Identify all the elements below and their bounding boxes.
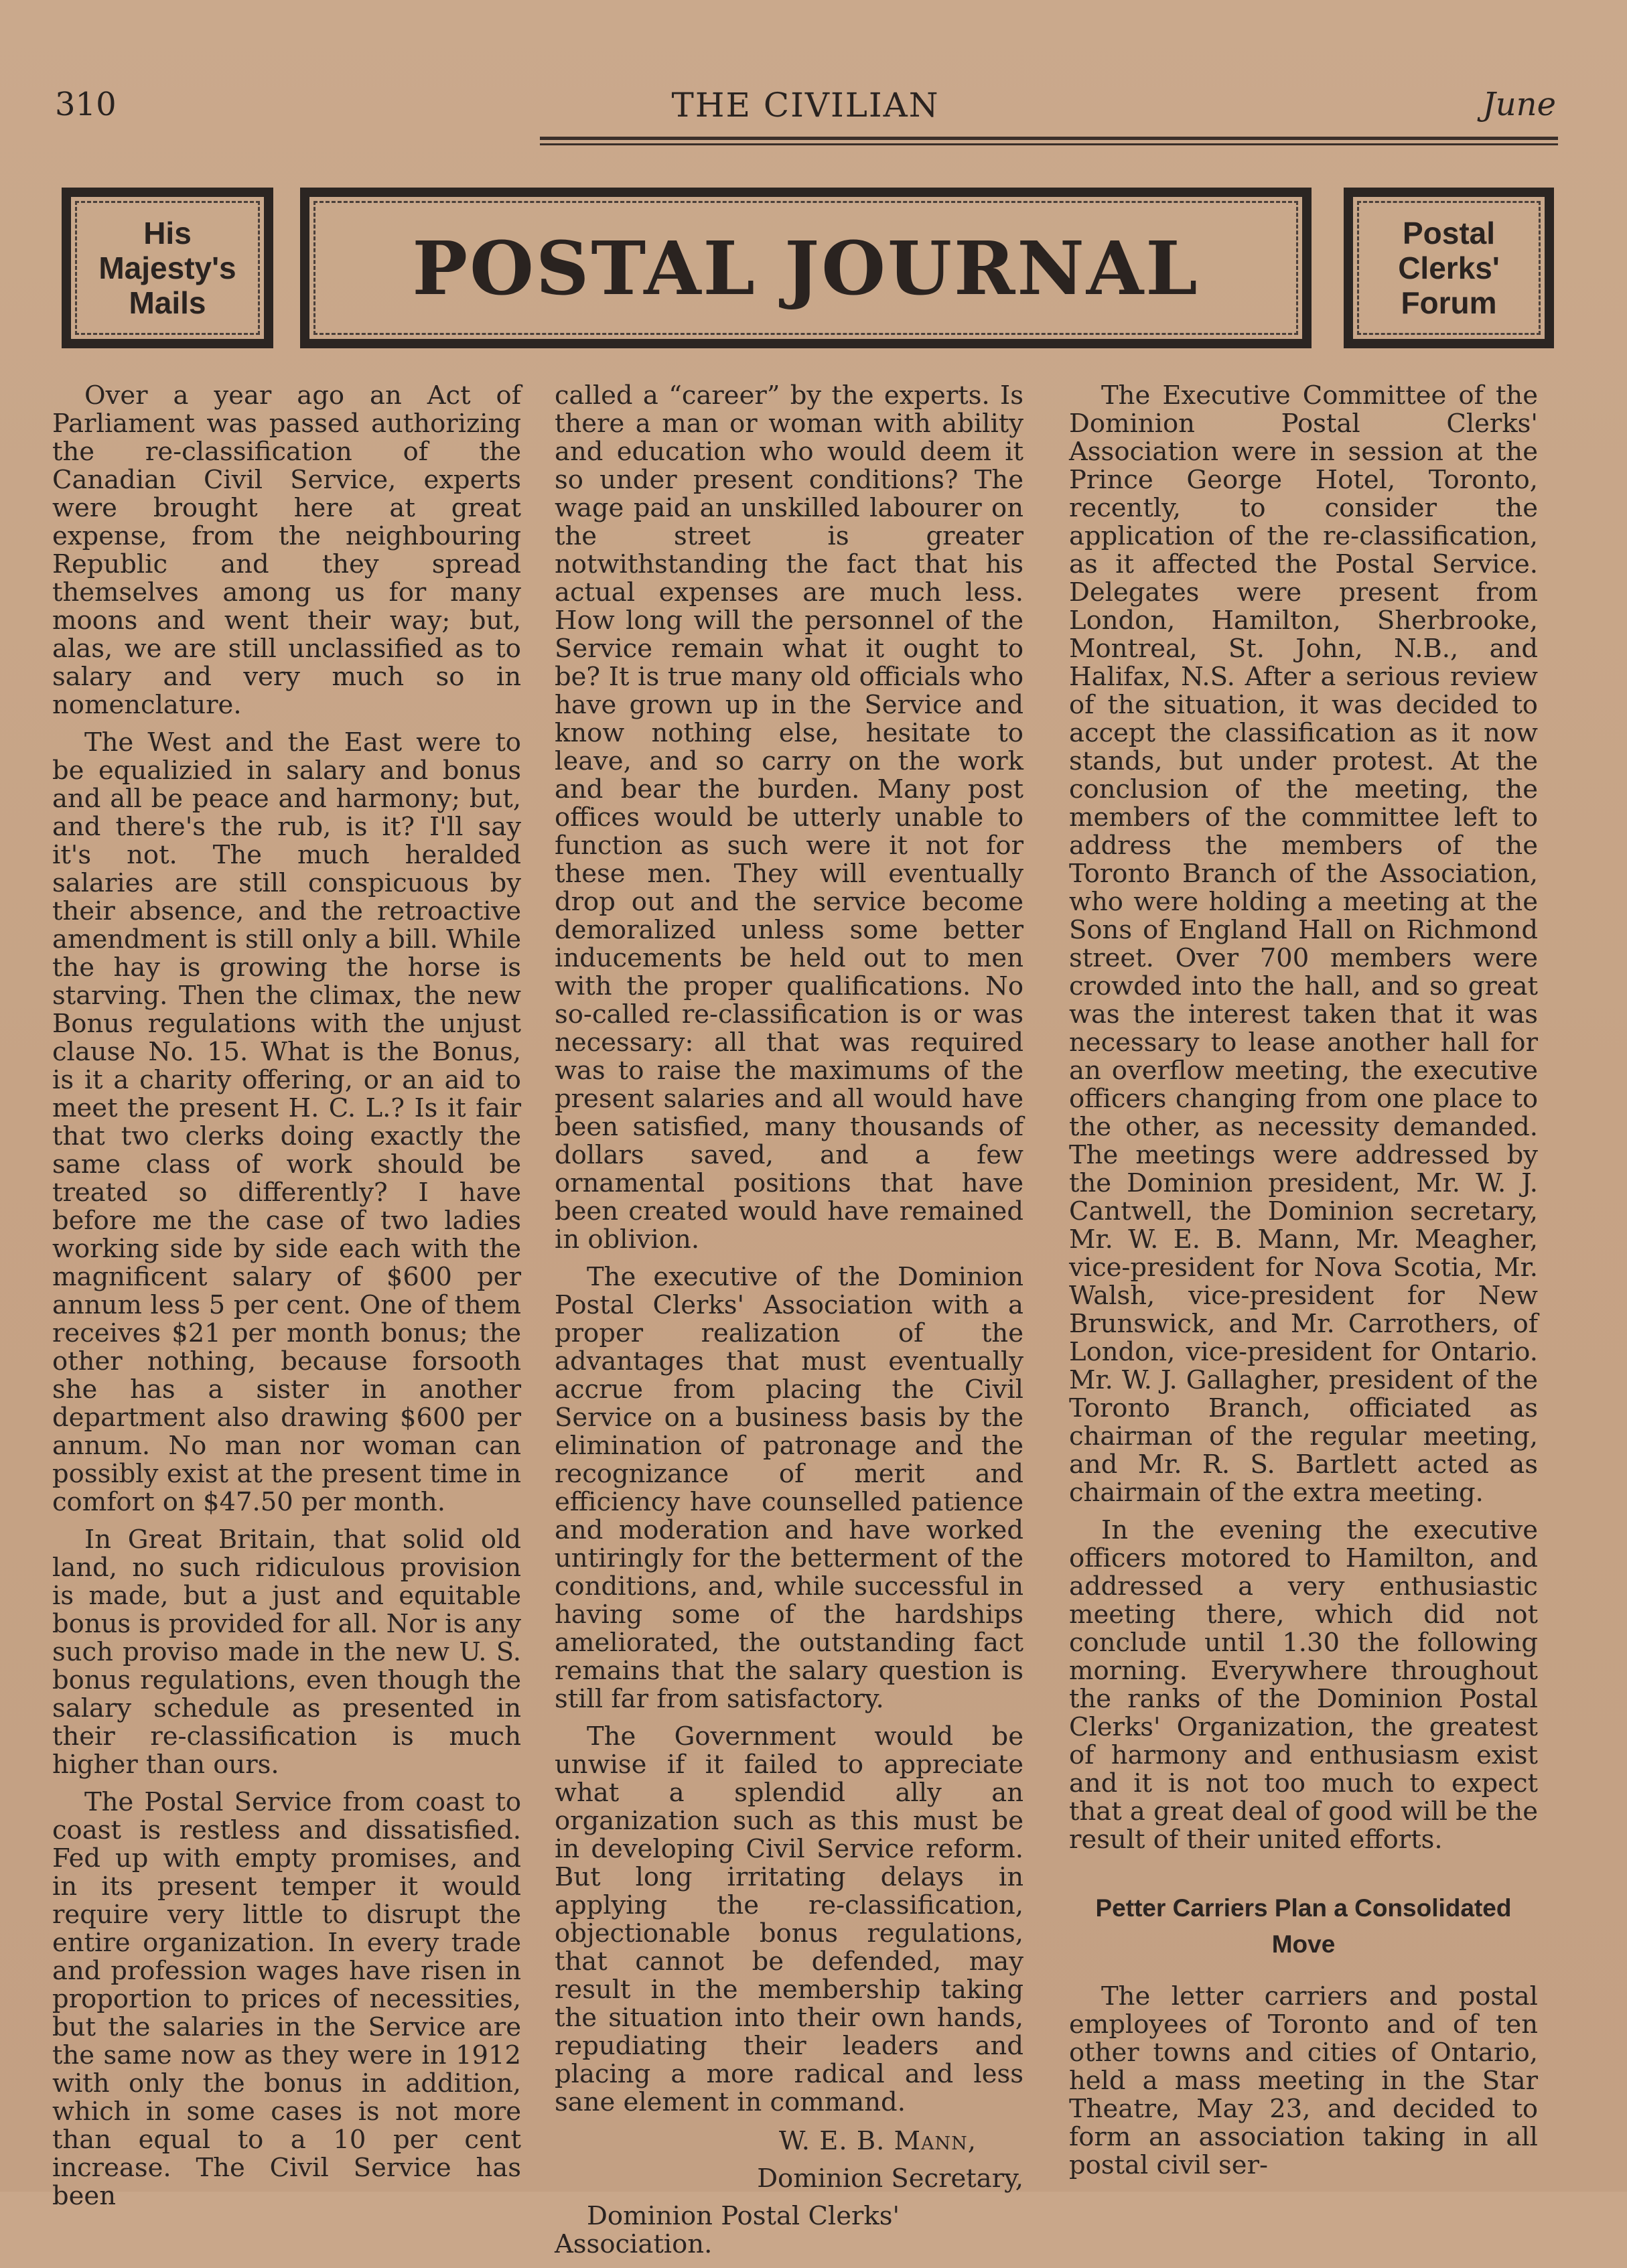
signature-name: W. E. B. Mann, <box>778 2126 977 2156</box>
section-title: POSTAL JOURNAL <box>412 224 1200 311</box>
running-head <box>55 86 1556 133</box>
header-rule <box>540 137 1558 140</box>
signature-block <box>555 2127 1023 2259</box>
paragraph: The Government would be unwise if it failed to appreciate what a splendid ally an organization such as this must be in developing Civil Service reform. But long irritating delays in applying the re-classification, objectionable bonus regulations, that cannot be defended, may result in the membership taking the situation into their own hands, repudiating their leaders and placing a more radical and less sane element in command. <box>555 1721 1023 2117</box>
paragraph: In the evening the executive officers motored to Hamilton, and addressed a very enthusiastic meeting there, which did not conclude until 1.30 the following morning. Everywhere throughout the ranks of the Dominion Postal Clerks' Organization, the greatest of harmony and enthusiasm exist and it is not too much to expect that a great deal of good will be the result of their united efforts. <box>1069 1515 1538 1855</box>
banner-left-box <box>62 188 273 348</box>
banner-title-box <box>300 188 1312 348</box>
journal-title: THE CIVILIAN <box>671 86 940 125</box>
article-column-1 <box>52 382 521 2220</box>
paragraph: called a “career” by the experts. Is there a man or woman with ability and education who would deem it so under present conditions? The wage paid an unskilled labourer on the street is greater notwithstanding the fact that his actual expenses are much less. How long will the personnel of the Service remain what it ought to be? It is true many old officials who have grown up in the Service and know nothing else, hesitate to leave, and so carry on the work and bear the burden. Many post offices would be utterly unable to function as such were it not for these men. They will eventually drop out and the service become demoralized unless some better inducements be held out to men with the proper qualifications. No so-called re-classification is or was necessary: all that was required was to raise the maximums of the present salaries and all would have been satisfied, many thousands of dollars saved, and a few ornamental positions that have been created would have remained in oblivion. <box>555 380 1023 1255</box>
banner-right-box <box>1344 188 1554 348</box>
header-rule <box>540 143 1558 145</box>
paragraph: The executive of the Dominion Postal Clerks' Association with a proper realization of the advantages that must eventually accrue from placing the Civil Service on a business basis by the elimination of patronage and the recognizance of merit and efficiency have counselled patience and moderation and have worked untiringly for the betterment of the conditions, and, while successful in having some of the hardships ameliorated, the outstanding fact remains that the salary question is still far from satisfactory. <box>555 1262 1023 1714</box>
paragraph: The West and the East were to be equalizied in salary and bonus and all be peace and harmony; but, and there's the rub, is it? I'll say it's not. The much heralded salaries are still conspicuous by their absence, and the retroactive amendment is still only a bill. While the hay is growing the horse is starving. Then the climax, the new Bonus regulations with the unjust clause No. 15. What is the Bonus, is it a charity offering, or an aid to meet the present H. C. L.? Is it fair that two clerks doing exactly the same class of work should be treated so differently? I have before me the case of two ladies working side by side each with the magnificent salary of $600 per annum less 5 per cent. One of them receives $21 per month bonus; the other nothing, because forsooth she has a sister in another department also drawing $600 per annum. No man nor woman can possibly exist at the present time in comfort on $47.50 per month. <box>52 727 521 1517</box>
paragraph: In Great Britain, that solid old land, no such ridiculous provision is made, but a just and equitable bonus is provided for all. Nor is any such proviso made in the new U. S. bonus regulations, even though the salary schedule as presented in their re-classification is much higher than ours. <box>52 1525 521 1780</box>
signature-organization: Dominion Postal Clerks' Association. <box>555 2201 900 2259</box>
paragraph: The Executive Committee of the Dominion Postal Clerks' Association were in session at the Prince George Hotel, Toronto, recently, to consider the application of the re-classification, as it affected the Postal Service. Delegates were present from London, Hamilton, Sherbrooke, Montreal, St. John, N.B., and Halifax, N.S. After a serious review of the situation, it was decided to accept the classification as it now stands, but under protest. At the conclusion of the meeting, the members of the committee left to address the members of the Toronto Branch of the Association, who were holding a meeting at the Sons of England Hall on Richmond street. Over 700 members were crowded into the hall, and so great was the interest taken that it was necessary to lease another hall for an overflow meeting, the executive officers changing from one place to the other, as necessity demanded. The meetings were addressed by the Dominion president, Mr. W. J. Cantwell, the Dominion secretary, Mr. W. E. B. Mann, Mr. Meagher, vice-president for Nova Scotia, Mr. Walsh, vice-president for New Brunswick, and Mr. Carrothers, of London, vice-president for Ontario. Mr. W. J. Gallagher, president of the Toronto Branch, officiated as chairman of the regular meeting, and Mr. R. S. Bartlett acted as chairmain of the extra meeting. <box>1069 380 1538 1508</box>
banner-left-label: His Majesty's Mails <box>98 216 236 320</box>
issue-month: June <box>1482 86 1556 123</box>
paragraph: Over a year ago an Act of Parliament was passed authorizing the re-classification of the Canadian Civil Service, experts were brought here at great expense, from the neighbouring Republic and they spread themselves among us for many moons and went their way; but, alas, we are still unclassified as to salary and very much so in nomenclature. <box>52 380 521 720</box>
subheading: Petter Carriers Plan a Consolidated Move <box>1095 1894 1512 1958</box>
paragraph: The letter carriers and postal employees of Toronto and of ten other towns and cities of Ontario, held a mass meeting in the Star Theatre, May 23, and decided to form an association taking in all postal civil ser- <box>1069 1981 1538 2180</box>
banner-right-label: Postal Clerks' Forum <box>1398 216 1500 320</box>
paragraph: The Postal Service from coast to coast is restless and dissatisfied. Fed up with empty promises, and in its present temper it would require very little to disrupt the entire organization. In every trade and profession wages have risen in proportion to prices of necessities, but the salaries in the Service are the same now as they were in 1912 with only the bonus in addition, which in some cases is not more than equal to a 10 per cent increase. The Civil Service has been <box>52 1787 521 2211</box>
article-column-2 <box>555 382 1023 2268</box>
page-number: 310 <box>55 86 117 123</box>
article-column-3 <box>1069 382 1538 2189</box>
signature-title: Dominion Secretary, <box>757 2164 1023 2194</box>
